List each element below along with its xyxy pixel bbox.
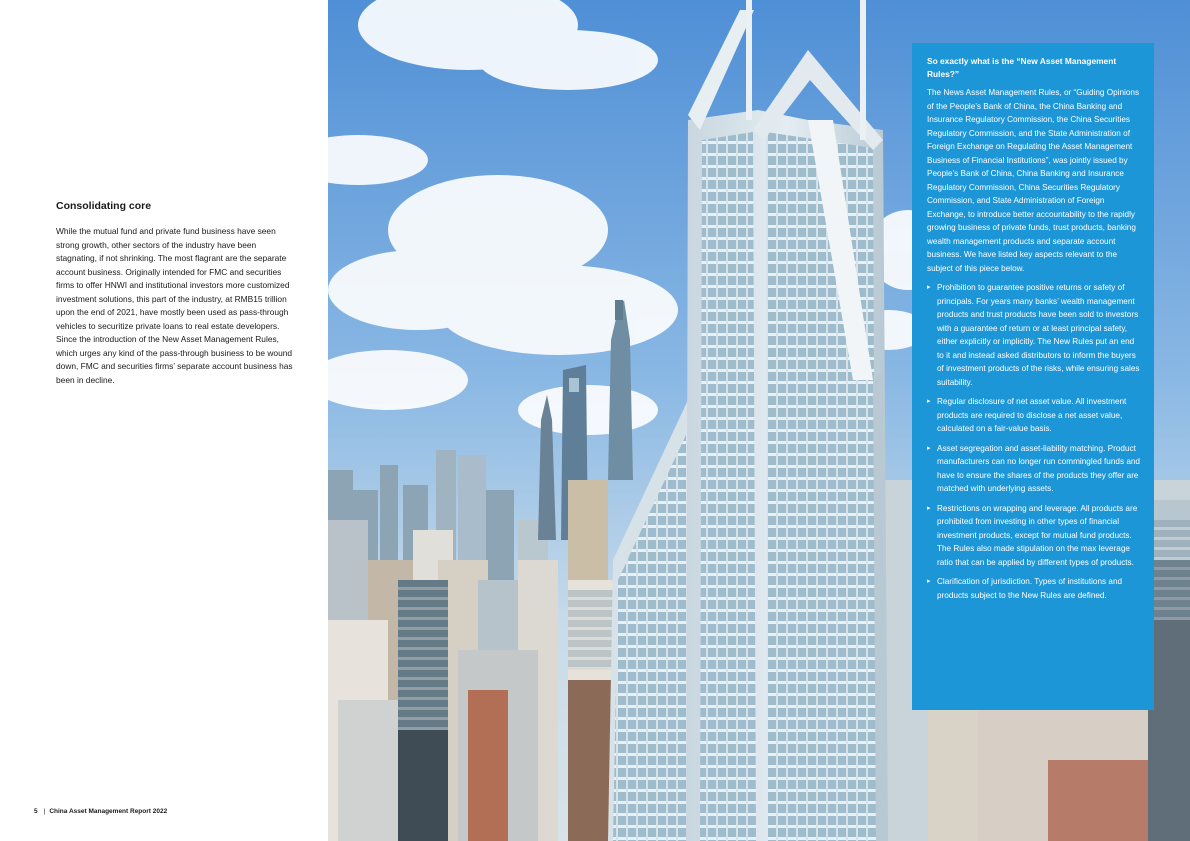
info-sidebar (912, 43, 1154, 710)
key-aspects-list (927, 281, 1140, 602)
footer-separator: | (43, 808, 46, 815)
bullet-arrow-icon: ▸ (927, 444, 931, 452)
report-title: China Asset Management Report 2022 (49, 808, 168, 815)
list-item-text: Clarification of jurisdiction. Types of institutions and products subject to the New Rules are defined. (937, 577, 1123, 600)
left-column (0, 0, 328, 841)
bullet-arrow-icon: ▸ (927, 504, 931, 512)
bullet-arrow-icon: ▸ (927, 578, 931, 585)
sidebar-intro: The News Asset Management Rules, or “Guiding Opinions of the People’s Bank of China, the China Banking and Insurance Regulatory Commission, the China Securities Regulatory Commission, and the State Administration of Foreign Exchange on Regulating the Asset Management Business of Financial Institutions”, was jointly issued by People’s Bank of China, China Banking and Insurance Regulatory Commission, China Securities Regulatory Commission, and State Administration of Foreign Exchange, to introduce better accountability to the rapidly growing business of private funds, trust products, banking wealth management products and separate account business. We have listed key aspects relevant to the subject of this piece below. (927, 88, 1140, 273)
list-item-text: Asset segregation and asset-liability matching. Product manufacturers can no longer run commingled funds and have to ensure the shares of the products they offer are matched with underlying assets. (937, 443, 1140, 493)
list-item (927, 575, 1140, 602)
list-item-text: Regular disclosure of net asset value. All investment products are required to disclose a net asset value, calculated on a fair-value basis. (937, 397, 1127, 433)
body-paragraph: While the mutual fund and private fund business have seen strong growth, other sectors of the industry have been stagnating, if not shrinking. The most flagrant are the separate account business. Originally intended for FMC and securities firms to offer HNWI and institutional investors more customized investment solutions, this part of the industry, at RMB15 trillion upon the end of 2021, have mostly been used as pass-through vehicles to securitize private loans to real estate developers. Since the introduction of the New Asset Management Rules, which urges any kind of the pass-through business to be wound down, FMC and securities firms’ separate account business has been in decline. (56, 226, 293, 385)
page-footer (34, 808, 167, 815)
list-item (927, 395, 1140, 436)
list-item (927, 281, 1140, 389)
list-item (927, 442, 1140, 496)
list-item-text: Prohibition to guarantee positive returns or safety of principals. For years many banks’ wealth management products and trust products have been sold to investors with a guarantee of return or at least principal safety, either explicitly or implicitly. The New Rules put an end to it and instead asked distributors to inform the buyers of investment products of the risks, while ensuring sales suitability. (937, 283, 1140, 387)
section-heading: Consolidating core (56, 200, 152, 212)
sidebar-title: So exactly what is the “New Asset Management Rules?” (927, 56, 1117, 79)
list-item (927, 502, 1140, 570)
bullet-arrow-icon: ▸ (927, 284, 931, 291)
bullet-arrow-icon: ▸ (927, 398, 931, 405)
list-item-text: Restrictions on wrapping and leverage. All products are prohibited from investing in other types of financial investment products, except for mutual fund products. The Rules also made stipulation on the max leverage ratio that can be applied by different types of products. (937, 503, 1138, 567)
page-number: 5 (34, 808, 38, 815)
